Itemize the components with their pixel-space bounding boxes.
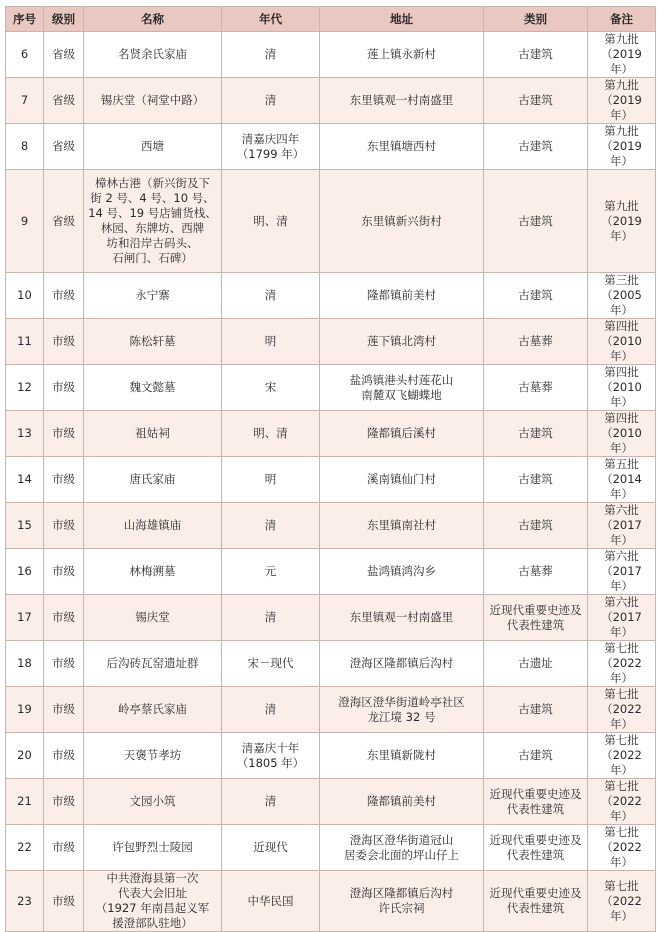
cell-category: 近现代重要史迹及 代表性建筑 [484,595,588,641]
cell-category: 古建筑 [484,273,588,319]
cell-category: 古建筑 [484,411,588,457]
cell-number: 20 [6,733,44,779]
cell-note: 第七批 （2022 年） [588,641,656,687]
table-row [6,124,656,170]
cell-note: 第七批 （2022 年） [588,687,656,733]
cell-category: 古建筑 [484,457,588,503]
cell-number: 18 [6,641,44,687]
header-address: 地址 [320,7,484,32]
cell-level: 市级 [44,825,84,871]
cell-note: 第九批 （2019 年） [588,124,656,170]
cell-level: 省级 [44,124,84,170]
cell-name: 西塘 [84,124,222,170]
cell-address: 莲下镇北湾村 [320,319,484,365]
cell-note: 第九批 （2019 年） [588,170,656,273]
cell-number: 10 [6,273,44,319]
cell-address: 溪南镇仙门村 [320,457,484,503]
cell-era: 清嘉庆十年 （1805 年） [222,733,320,779]
cell-level: 市级 [44,549,84,595]
cell-number: 16 [6,549,44,595]
cell-note: 第六批 （2017 年） [588,503,656,549]
cell-number: 17 [6,595,44,641]
cell-era: 清 [222,779,320,825]
header-note: 备注 [588,7,656,32]
cell-note: 第五批 （2014 年） [588,457,656,503]
cell-era: 清 [222,687,320,733]
cell-name: 岭亭蔡氏家庙 [84,687,222,733]
cell-era: 明、清 [222,170,320,273]
cell-address: 澄海区澄华街道岭亭社区 龙江境 32 号 [320,687,484,733]
cell-note: 第六批 （2017 年） [588,595,656,641]
cell-name: 永宁寨 [84,273,222,319]
cell-era: 明、清 [222,411,320,457]
table-header-row [6,7,656,32]
cell-name: 锡庆堂 [84,595,222,641]
table-row [6,549,656,595]
cell-level: 市级 [44,779,84,825]
cell-note: 第九批 （2019 年） [588,32,656,78]
table-row [6,871,656,932]
cell-era: 清 [222,595,320,641]
cell-name: 林梅溯墓 [84,549,222,595]
cell-number: 14 [6,457,44,503]
header-number: 序号 [6,7,44,32]
cell-category: 古建筑 [484,733,588,779]
cell-level: 市级 [44,365,84,411]
cell-name: 山海雄镇庙 [84,503,222,549]
cell-note: 第七批 （2022 年） [588,733,656,779]
cell-number: 7 [6,78,44,124]
cell-address: 澄海区隆都镇后沟村 [320,641,484,687]
cell-number: 8 [6,124,44,170]
cell-era: 宋－现代 [222,641,320,687]
table-row [6,365,656,411]
cell-note: 第七批 （2022 年） [588,779,656,825]
cell-category: 近现代重要史迹及 代表性建筑 [484,871,588,932]
table-row [6,32,656,78]
cell-note: 第四批 （2010 年） [588,365,656,411]
cell-era: 元 [222,549,320,595]
cell-name: 名贤余氏家庙 [84,32,222,78]
cell-name: 祖姑祠 [84,411,222,457]
cell-category: 古墓葬 [484,549,588,595]
cell-address: 隆都镇后溪村 [320,411,484,457]
cell-note: 第三批 （2005 年） [588,273,656,319]
cell-note: 第七批 （2022 年） [588,825,656,871]
cell-name: 魏文懿墓 [84,365,222,411]
table-row [6,779,656,825]
cell-level: 市级 [44,411,84,457]
cell-name: 后沟砖瓦窑遗址群 [84,641,222,687]
cell-number: 21 [6,779,44,825]
cell-level: 省级 [44,170,84,273]
table-row [6,733,656,779]
cell-level: 省级 [44,32,84,78]
cell-era: 宋 [222,365,320,411]
cell-level: 市级 [44,595,84,641]
table-row [6,825,656,871]
header-era: 年代 [222,7,320,32]
cell-era: 清 [222,273,320,319]
cell-number: 9 [6,170,44,273]
cell-number: 12 [6,365,44,411]
cell-address: 东里镇南社村 [320,503,484,549]
cell-number: 19 [6,687,44,733]
cell-address: 澄海区隆都镇后沟村 许氏宗祠 [320,871,484,932]
cell-category: 古建筑 [484,503,588,549]
cell-level: 市级 [44,457,84,503]
cell-note: 第四批 （2010 年） [588,319,656,365]
cell-note: 第九批 （2019 年） [588,78,656,124]
cell-address: 莲上镇永新村 [320,32,484,78]
cell-era: 清 [222,503,320,549]
cell-level: 市级 [44,687,84,733]
cell-number: 6 [6,32,44,78]
cell-address: 东里镇观一村南盛里 [320,78,484,124]
cell-category: 古建筑 [484,32,588,78]
cell-number: 15 [6,503,44,549]
cell-name: 文园小筑 [84,779,222,825]
table-row [6,170,656,273]
cell-address: 隆都镇前美村 [320,273,484,319]
cell-address: 盐鸿镇港头村莲花山 南麓双飞蝴蝶地 [320,365,484,411]
cell-category: 古建筑 [484,78,588,124]
cell-note: 第四批 （2010 年） [588,411,656,457]
cell-era: 明 [222,319,320,365]
cell-number: 11 [6,319,44,365]
cell-level: 市级 [44,503,84,549]
cell-address: 东里镇新陇村 [320,733,484,779]
cell-level: 市级 [44,641,84,687]
cell-era: 近现代 [222,825,320,871]
table-row [6,273,656,319]
cell-category: 古建筑 [484,687,588,733]
cell-era: 清嘉庆四年 （1799 年） [222,124,320,170]
table-row [6,411,656,457]
cell-level: 市级 [44,871,84,932]
cell-address: 隆都镇前美村 [320,779,484,825]
table-row [6,319,656,365]
cell-level: 市级 [44,273,84,319]
cell-name: 许包野烈士陵园 [84,825,222,871]
cell-name: 天褒节孝坊 [84,733,222,779]
table-row [6,595,656,641]
cell-era: 明 [222,457,320,503]
cell-category: 古建筑 [484,124,588,170]
cell-level: 市级 [44,733,84,779]
table-row [6,687,656,733]
cell-address: 盐鸿镇鸿沟乡 [320,549,484,595]
header-name: 名称 [84,7,222,32]
cell-address: 东里镇塘西村 [320,124,484,170]
cell-era: 清 [222,32,320,78]
table-row [6,457,656,503]
cell-number: 13 [6,411,44,457]
cell-number: 22 [6,825,44,871]
cell-level: 市级 [44,319,84,365]
cell-address: 澄海区澄华街道冠山 居委会北面的坪山仔上 [320,825,484,871]
cell-category: 古墓葬 [484,365,588,411]
table-body [6,32,656,932]
cell-category: 古遗址 [484,641,588,687]
cell-category: 近现代重要史迹及 代表性建筑 [484,779,588,825]
heritage-table [5,6,656,932]
table-row [6,78,656,124]
cell-name: 唐氏家庙 [84,457,222,503]
cell-address: 东里镇观一村南盛里 [320,595,484,641]
cell-name: 陈松轩墓 [84,319,222,365]
cell-category: 古墓葬 [484,319,588,365]
cell-note: 第六批 （2017 年） [588,549,656,595]
cell-era: 中华民国 [222,871,320,932]
cell-era: 清 [222,78,320,124]
cell-level: 省级 [44,78,84,124]
cell-category: 近现代重要史迹及 代表性建筑 [484,825,588,871]
header-category: 类别 [484,7,588,32]
cell-name: 中共澄海县第一次 代表大会旧址 （1927 年南昌起义军 援澄部队驻地） [84,871,222,932]
cell-note: 第七批 （2022 年） [588,871,656,932]
cell-address: 东里镇新兴街村 [320,170,484,273]
header-level: 级别 [44,7,84,32]
table-row [6,641,656,687]
cell-category: 古建筑 [484,170,588,273]
cell-name: 樟林古港（新兴街及下 街 2 号、4 号、10 号、 14 号、19 号店铺货栈、 林园、东牌坊、西牌 坊和沿岸古码头、 石闸门、石碑） [84,170,222,273]
table-row [6,503,656,549]
cell-name: 锡庆堂（祠堂中路） [84,78,222,124]
cell-number: 23 [6,871,44,932]
